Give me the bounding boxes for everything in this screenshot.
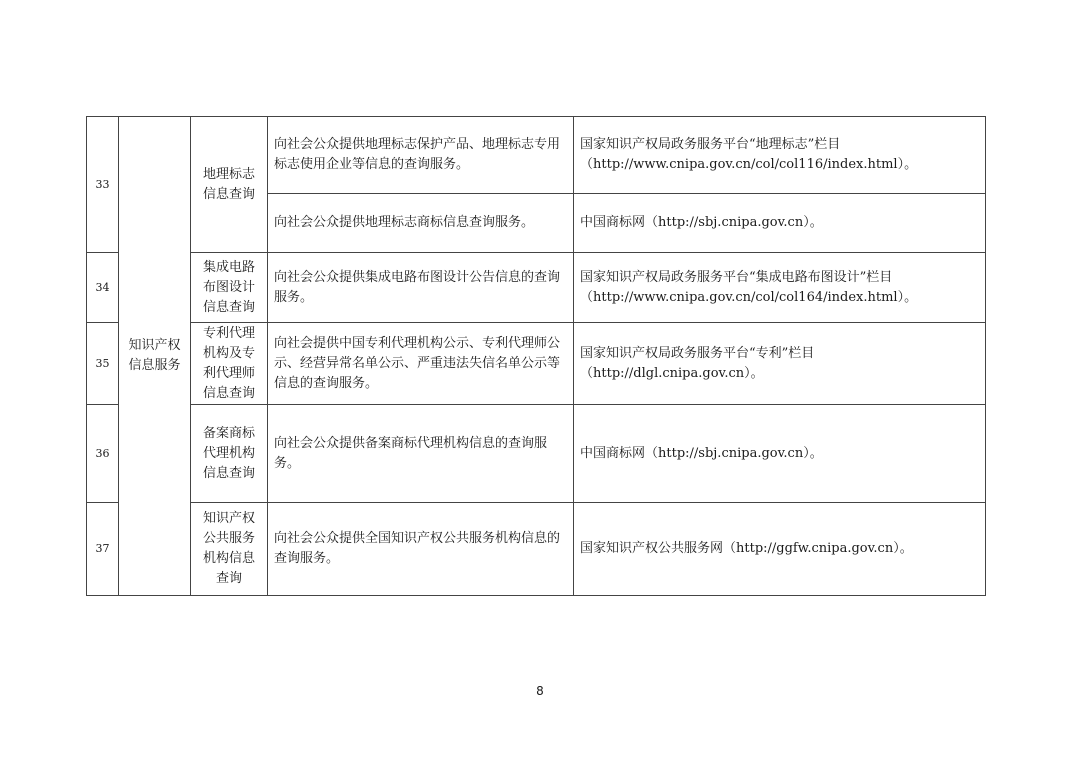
service-platform: 国家知识产权局政务服务平台“地理标志”栏目（http://www.cnipa.gov.cn/col/col116/index.html）。 bbox=[574, 117, 986, 194]
service-description: 向社会公众提供地理标志保护产品、地理标志专用标志使用企业等信息的查询服务。 bbox=[268, 117, 574, 194]
table-row bbox=[87, 253, 986, 323]
row-number: 35 bbox=[87, 323, 119, 405]
service-platform: 中国商标网（http://sbj.cnipa.gov.cn）。 bbox=[574, 405, 986, 503]
row-number: 37 bbox=[87, 503, 119, 596]
table-row bbox=[87, 405, 986, 503]
table-row bbox=[87, 323, 986, 405]
service-description: 向社会公众提供集成电路布图设计公告信息的查询服务。 bbox=[268, 253, 574, 323]
services-table bbox=[86, 116, 986, 596]
table-row bbox=[87, 117, 986, 194]
service-name: 知识产权公共服务机构信息查询 bbox=[191, 503, 268, 596]
service-description: 向社会公众提供全国知识产权公共服务机构信息的查询服务。 bbox=[268, 503, 574, 596]
service-description: 向社会公众提供地理标志商标信息查询服务。 bbox=[268, 194, 574, 253]
service-description: 向社会提供中国专利代理机构公示、专利代理师公示、经营异常名单公示、严重违法失信名单公示等信息的查询服务。 bbox=[268, 323, 574, 405]
service-name: 集成电路布图设计信息查询 bbox=[191, 253, 268, 323]
service-platform: 国家知识产权公共服务网（http://ggfw.cnipa.gov.cn）。 bbox=[574, 503, 986, 596]
row-number: 36 bbox=[87, 405, 119, 503]
service-platform: 国家知识产权局政务服务平台“专利”栏目（http://dlgl.cnipa.gov.cn）。 bbox=[574, 323, 986, 405]
service-name: 专利代理机构及专利代理师信息查询 bbox=[191, 323, 268, 405]
table-row bbox=[87, 503, 986, 596]
page-number: 8 bbox=[536, 684, 544, 698]
service-description: 向社会公众提供备案商标代理机构信息的查询服务。 bbox=[268, 405, 574, 503]
category-cell: 知识产权信息服务 bbox=[119, 117, 191, 596]
service-platform: 国家知识产权局政务服务平台“集成电路布图设计”栏目（http://www.cnipa.gov.cn/col/col164/index.html）。 bbox=[574, 253, 986, 323]
service-name: 备案商标代理机构信息查询 bbox=[191, 405, 268, 503]
row-number: 33 bbox=[87, 117, 119, 253]
service-platform: 中国商标网（http://sbj.cnipa.gov.cn）。 bbox=[574, 194, 986, 253]
row-number: 34 bbox=[87, 253, 119, 323]
service-name: 地理标志信息查询 bbox=[191, 117, 268, 253]
